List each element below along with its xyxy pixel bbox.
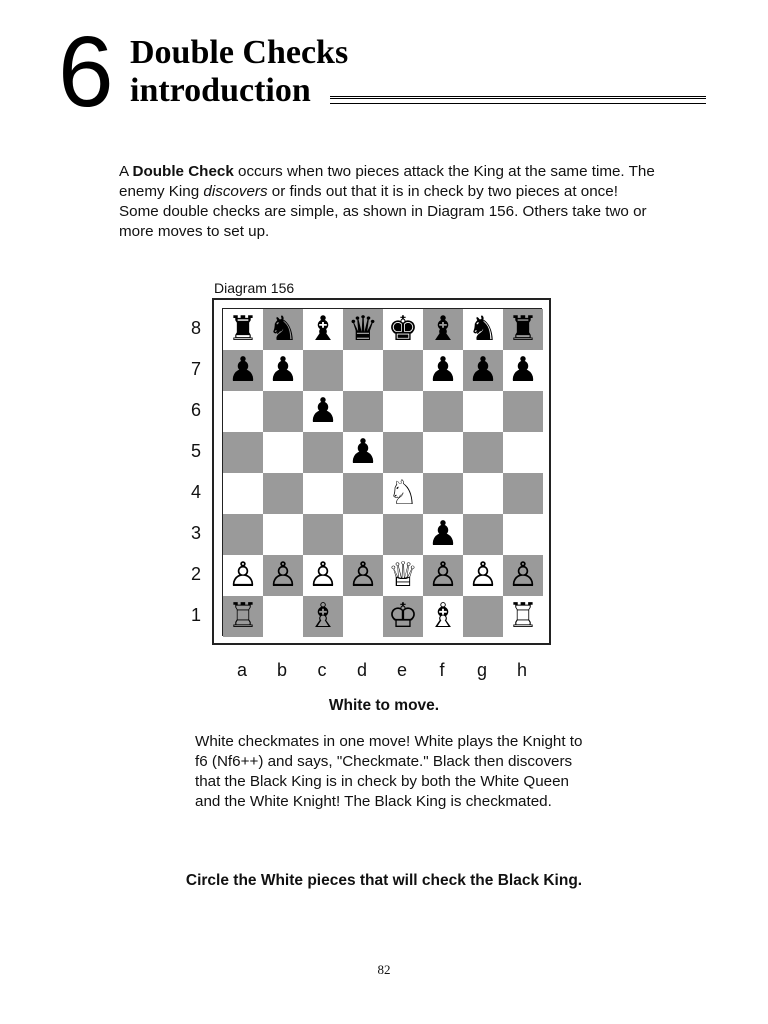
chapter-title-line1: Double Checks [130, 34, 349, 71]
black-queen-d8: ♛ [347, 309, 379, 349]
square-f5 [423, 432, 463, 473]
square-g3 [463, 514, 503, 555]
square-b3 [263, 514, 303, 555]
rank-label-1: 1 [190, 605, 201, 625]
square-d4 [343, 473, 383, 514]
file-label-g: g [476, 660, 487, 680]
white-rook-h1: ♖ [507, 596, 539, 636]
file-label-h: h [516, 660, 527, 680]
square-d7 [343, 350, 383, 391]
black-rook-a8: ♜ [227, 309, 259, 349]
white-pawn-c2: ♙ [307, 555, 339, 595]
square-c4 [303, 473, 343, 514]
chapter-number: 6 [58, 16, 114, 128]
file-label-f: f [439, 660, 445, 680]
square-g1 [463, 596, 503, 637]
white-knight-e4: ♘ [387, 473, 419, 513]
black-pawn-d5: ♟ [347, 432, 379, 472]
black-bishop-c8: ♝ [307, 309, 339, 349]
square-b5 [263, 432, 303, 473]
square-g5 [463, 432, 503, 473]
white-pawn-b2: ♙ [267, 555, 299, 595]
square-b1 [263, 596, 303, 637]
white-bishop-c1: ♗ [307, 596, 339, 636]
square-d6 [343, 391, 383, 432]
square-c7 [303, 350, 343, 391]
file-label-c: c [317, 660, 327, 680]
black-pawn-b7: ♟ [267, 350, 299, 390]
intro-text: occurs when two pieces attack the King at the same time. The enemy King [119, 163, 655, 200]
white-bishop-f1: ♗ [427, 596, 459, 636]
square-e3 [383, 514, 423, 555]
square-a5 [223, 432, 263, 473]
black-bishop-f8: ♝ [427, 309, 459, 349]
file-label-d: d [356, 660, 367, 680]
square-b4 [263, 473, 303, 514]
title-rule [330, 96, 706, 104]
square-f4 [423, 473, 463, 514]
square-g6 [463, 391, 503, 432]
white-king-e1: ♔ [387, 596, 419, 636]
white-pawn-a2: ♙ [227, 555, 259, 595]
white-pawn-h2: ♙ [507, 555, 539, 595]
intro-paragraph [119, 162, 659, 242]
white-pawn-d2: ♙ [347, 555, 379, 595]
intro-emphasis: discovers [203, 183, 268, 200]
rank-label-6: 6 [190, 400, 201, 420]
square-b6 [263, 391, 303, 432]
intro-text: or finds out that it is in check by two pieces at once! Some double checks are simple, as shown in Diagram 156. Others take two or more moves to set up. [119, 183, 647, 240]
square-a4 [223, 473, 263, 514]
black-pawn-f3: ♟ [427, 514, 459, 554]
square-h3 [503, 514, 543, 555]
page-number: 82 [377, 962, 391, 977]
square-h4 [503, 473, 543, 514]
square-d1 [343, 596, 383, 637]
black-pawn-h7: ♟ [507, 350, 539, 390]
diagram-label: Diagram 156 [214, 280, 295, 296]
square-h6 [503, 391, 543, 432]
rank-label-8: 8 [190, 318, 201, 338]
rank-label-7: 7 [190, 359, 201, 379]
rank-label-3: 3 [190, 523, 201, 543]
square-a6 [223, 391, 263, 432]
rank-label-2: 2 [190, 564, 201, 584]
file-label-e: e [396, 660, 407, 680]
square-c5 [303, 432, 343, 473]
square-h5 [503, 432, 543, 473]
square-f6 [423, 391, 463, 432]
task-instruction: Circle the White pieces that will check the Black King. [185, 872, 583, 889]
white-pawn-g2: ♙ [467, 555, 499, 595]
white-pawn-f2: ♙ [427, 555, 459, 595]
intro-term: Double Check [132, 163, 234, 180]
explanation-paragraph: White checkmates in one move! White plays the Knight to f6 (Nf6++) and says, "Checkmate." Black then discovers that the Black King is in check by both the White Queen and the White Knight! The Black King is checkmated. [195, 733, 583, 810]
black-pawn-c6: ♟ [307, 391, 339, 431]
square-e5 [383, 432, 423, 473]
file-label-a: a [236, 660, 247, 680]
square-e7 [383, 350, 423, 391]
square-c3 [303, 514, 343, 555]
chess-board [222, 308, 542, 636]
diagram-caption: White to move. [328, 697, 440, 714]
square-e6 [383, 391, 423, 432]
black-pawn-a7: ♟ [227, 350, 259, 390]
white-rook-a1: ♖ [227, 596, 259, 636]
black-king-e8: ♚ [387, 309, 419, 349]
rank-label-5: 5 [190, 441, 201, 461]
square-g4 [463, 473, 503, 514]
black-pawn-f7: ♟ [427, 350, 459, 390]
square-a3 [223, 514, 263, 555]
square-d3 [343, 514, 383, 555]
chapter-title-line2: introduction [130, 72, 311, 109]
black-pawn-g7: ♟ [467, 350, 499, 390]
black-knight-b8: ♞ [267, 309, 299, 349]
black-rook-h8: ♜ [507, 309, 539, 349]
intro-text: A [119, 163, 133, 180]
rank-label-4: 4 [190, 482, 201, 502]
black-knight-g8: ♞ [467, 309, 499, 349]
white-queen-e2: ♕ [387, 555, 419, 595]
file-label-b: b [276, 660, 287, 680]
